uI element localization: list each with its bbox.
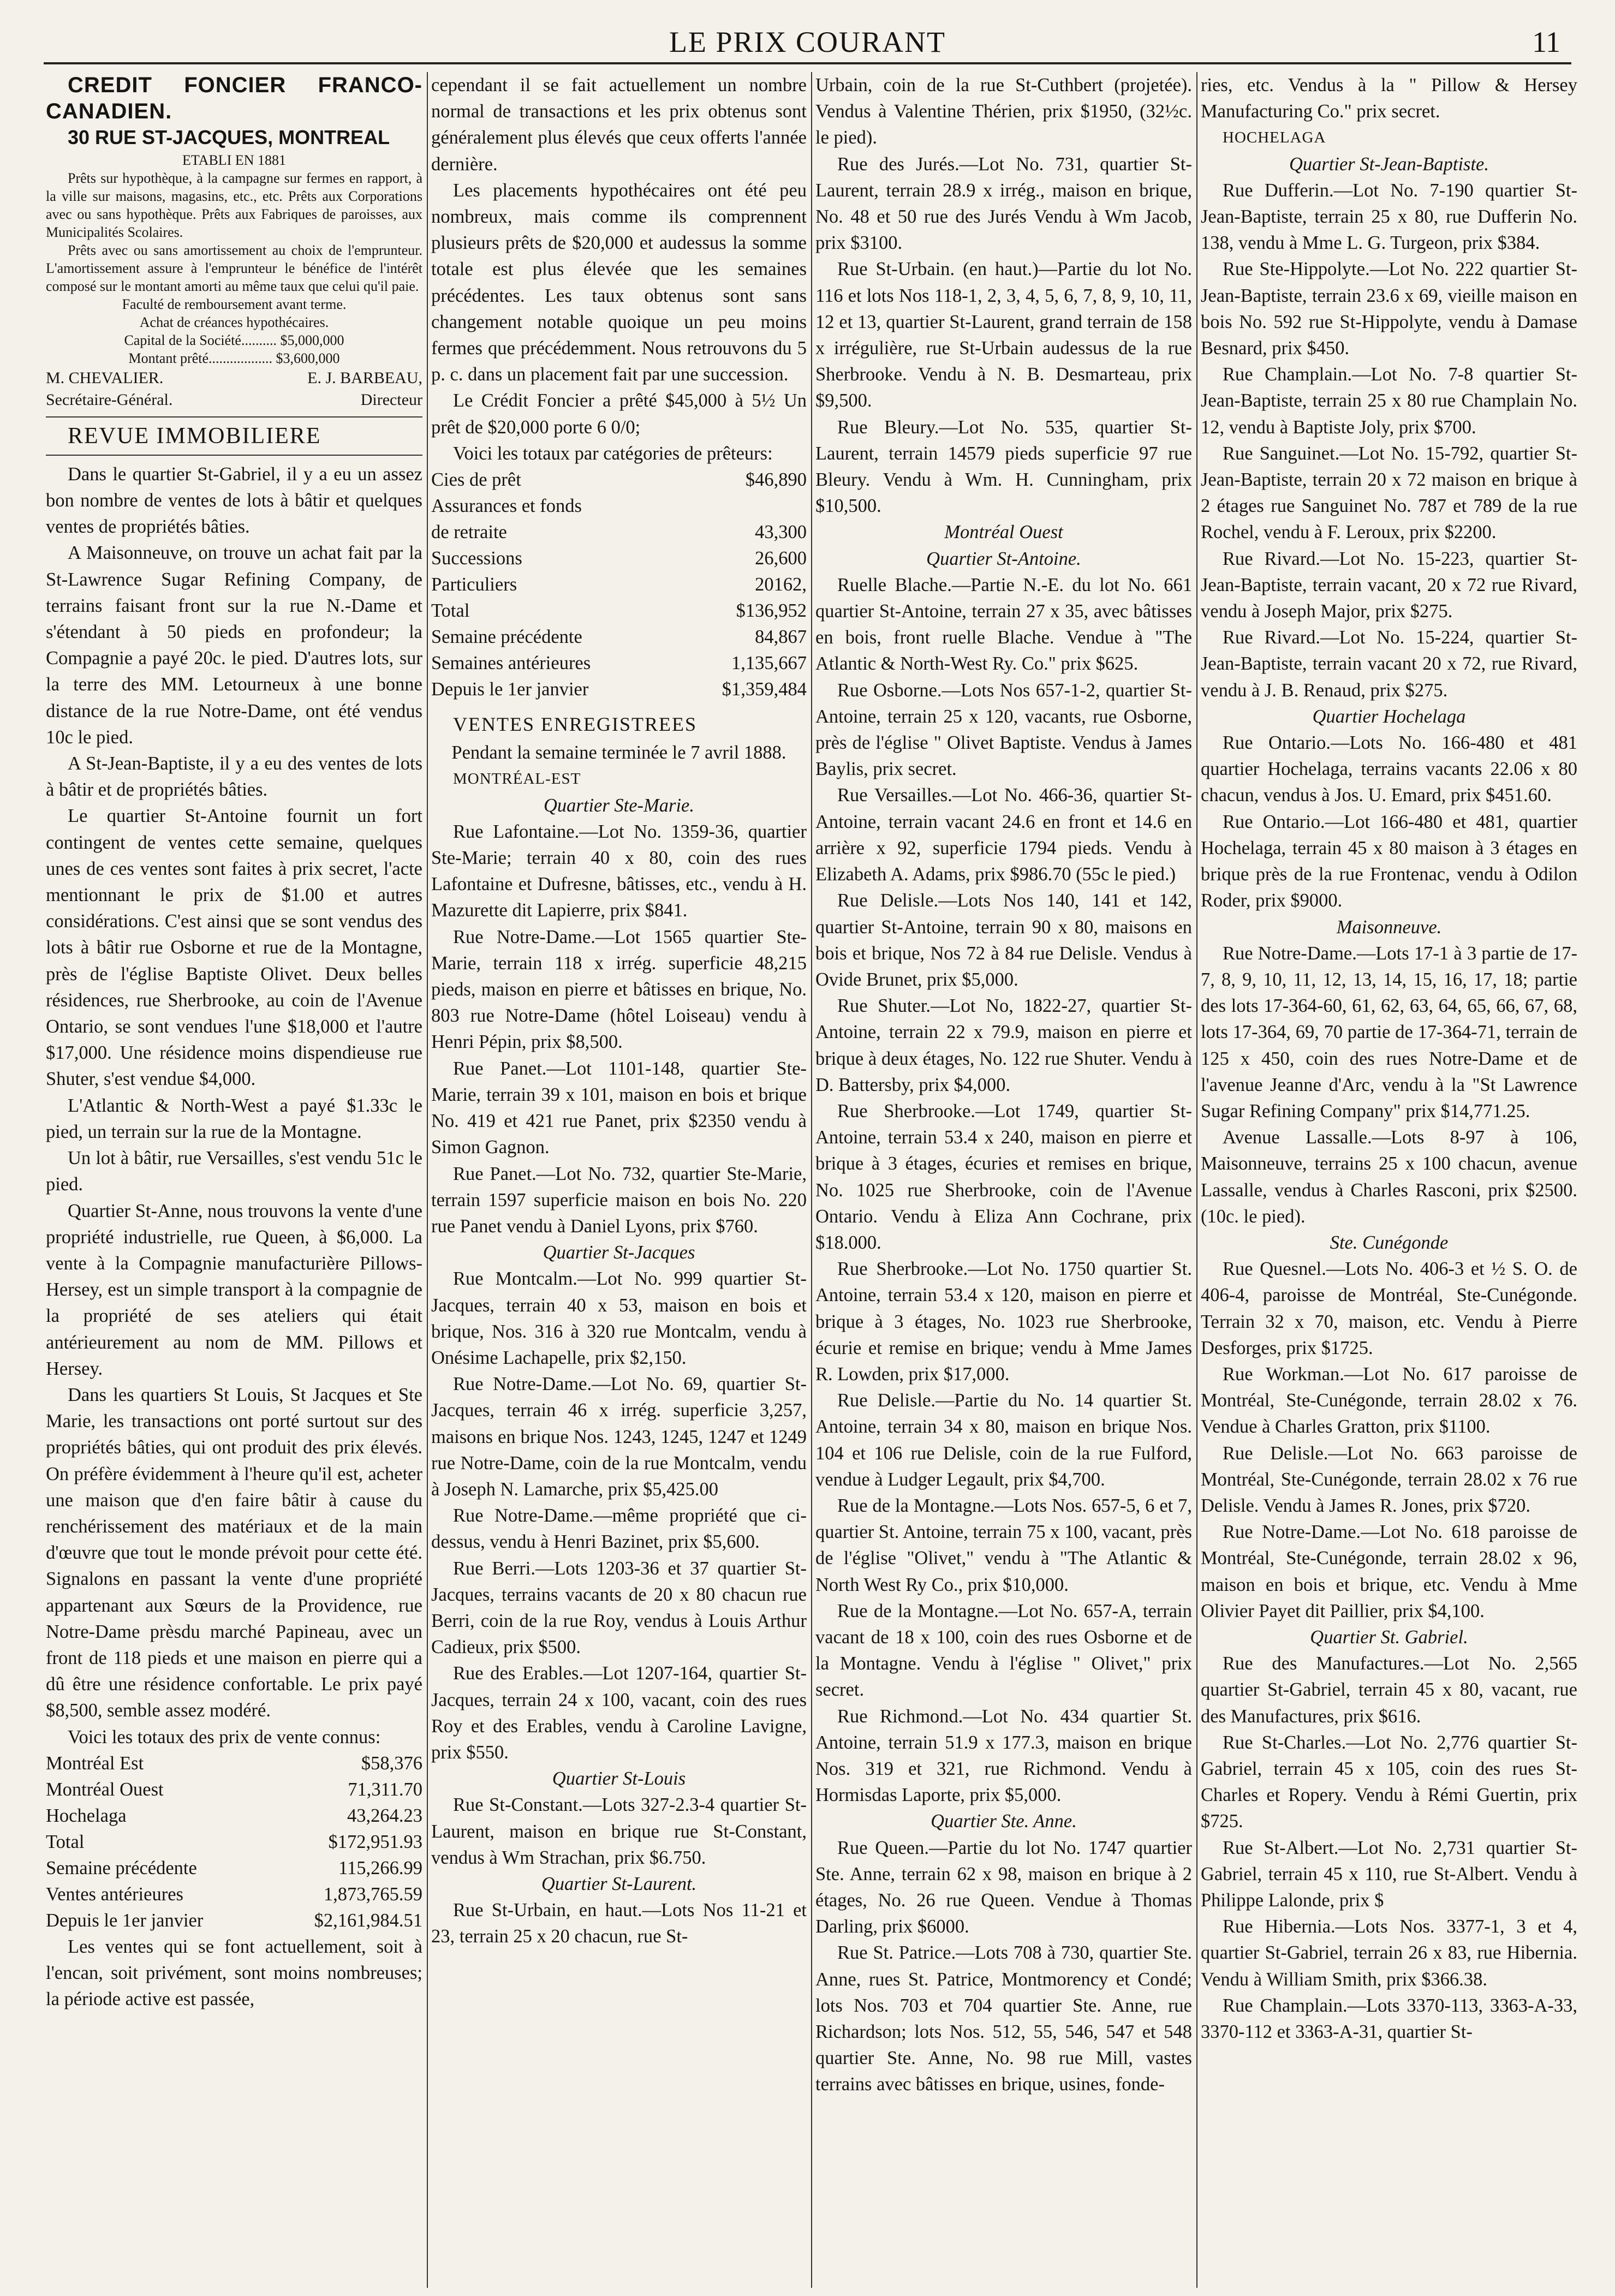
row-value: $1,359,484 (722, 679, 807, 700)
paragraph: Rue Notre-Dame.—Lot No. 618 paroisse de Montréal, Ste-Cunégonde, terrain 28.02 x 96, maison en bois et brique, etc. Vendu à Mme Olivier Payet dit Paillier, prix $4,100. (1201, 1522, 1577, 1621)
quarter-heading: Quartier St-Laurent. (541, 1873, 697, 1894)
ventes-intro: Pendant la semaine terminée le 7 avril 1888. (451, 742, 786, 764)
ventes-title: VENTES ENREGISTREES (453, 713, 697, 736)
sales-list (1201, 730, 1577, 914)
paragraph: Rue Hibernia.—Lots Nos. 3377-1, 3 et 4, quartier St-Gabriel, terrain 26 x 83, rue Hibernia. Vendu à William Smith, prix $366.38. (1201, 1916, 1577, 1990)
separator (46, 455, 422, 456)
row-value: 1,135,667 (731, 653, 807, 674)
ad-line: Faculté de remboursement avant terme. (122, 296, 347, 312)
paragraph: Rue Versailles.—Lot No. 466-36, quartier St-Antoine, terrain vacant 24.6 en front et 14.6 en arrière x 92, superficie 1794 pieds. Vendu à Elizabeth A. Adams, prix $986.70 (55c le pied.) (815, 785, 1192, 885)
paragraph: Rue des Jurés.—Lot No. 731, quartier St-Laurent, terrain 28.9 x irrég., maison en brique, No. 48 et 50 rue des Jurés Vendu à Wm Jacob, prix $3100. (815, 153, 1192, 254)
sales-list (431, 1266, 807, 1766)
ad-title: CREDIT FONCIER FRANCO-CANADIEN. (46, 73, 422, 124)
district-heading: HOCHELAGA (1223, 129, 1326, 147)
officer-1-title: Secrétaire-Général. (46, 390, 173, 409)
paragraph: Rue de la Montagne.—Lots Nos. 657-5, 6 et 7, quartier St. Antoine, terrain 75 x 100, vacant, près de l'église "Olivet," vendu à "The Atlantic & North West Ry Co., prix $10,000. (815, 1495, 1192, 1595)
paragraph: Rue St-Charles.—Lot No. 2,776 quartier St-Gabriel, terrain 45 x 105, coin des rues St-Charles et Ropery. Vendu à Rémi Guertin, prix $725. (1201, 1732, 1577, 1832)
paragraph: A Maisonneuve, on trouve un achat fait par la St-Lawrence Sugar Refining Company, de terrains faisant front sur la rue N.-Dame et s'étendant à 50 pieds en profondeur; la Compagnie a payé 20c. le pied. D'autres lots, sur la terre des MM. Letourneux à une bonne distance de la rue Notre-Dame, ont été vendus 10c le pied. (46, 542, 422, 748)
total-row (431, 650, 807, 676)
officer-2-name: E. J. BARBEAU, (307, 368, 422, 387)
paragraph: Rue Rivard.—Lot No. 15-224, quartier St-Jean-Baptiste, terrain vacant 20 x 72, rue Rivard, vendu à J. B. Renaud, prix $275. (1201, 627, 1577, 701)
total-row (431, 598, 807, 624)
column-divider (427, 72, 428, 2288)
paragraph: Rue Champlain.—Lots 3370-113, 3363-A-33, 3370-112 et 3363-A-31, quartier St- (1201, 1995, 1577, 2043)
paragraph: Rue Ontario.—Lots No. 166-480 et 481 quartier Hochelaga, terrains vacants 22.06 x 80 chacun, vendus à Jos. U. Emard, prix $451.60. (1201, 732, 1577, 806)
ad-address: 30 RUE ST-JACQUES, MONTREAL (68, 126, 390, 149)
district-heading: Montréal Ouest (944, 522, 1063, 543)
total-row (46, 1855, 422, 1881)
row-value: $46,890 (745, 469, 807, 491)
paragraph: Rue Sherbrooke.—Lot No. 1750 quartier St. Antoine, terrain 53.4 x 120, maison en pierre et brique à 3 étages, No. 1023 rue Sherbrooke, écurie et remise en brique; vendu à Mme James R. Lowden, prix $17,000. (815, 1259, 1192, 1385)
paragraph: Rue Champlain.—Lot No. 7-8 quartier St-Jean-Baptiste, terrain 25 x 80 rue Champlain No. 12, vendu à Baptiste Joly, prix $700. (1201, 364, 1577, 438)
quarter-heading: Quartier St-Louis (552, 1768, 686, 1790)
row-label: Semaines antérieures (431, 653, 591, 674)
ad-body-2: Prêts avec ou sans amortissement au choix de l'emprunteur. L'amortissement assure à l'emprunteur le bénéfice de l'intérêt composé sur le montant amorti au même taux que celui qu'il paie. (46, 242, 422, 294)
section-title: REVUE IMMOBILIERE (68, 423, 321, 449)
paragraph: Rue Sherbrooke.—Lot 1749, quartier St-Antoine, terrain 53.4 x 240, maison en pierre et brique à 3 étages, écuries et remises en brique, No. 1025 rue Sherbrooke, coin de l'Avenue Ontario. Vendu à Eliza Ann Cochrane, prix $18.000. (815, 1100, 1192, 1253)
row-label: Montréal Ouest (46, 1779, 164, 1800)
row-label: Successions (431, 548, 522, 569)
paragraph: Rue Delisle.—Lots Nos 140, 141 et 142, quartier St-Antoine, terrain 90 x 80, maisons en bois et brique, Nos 72 à 84 rue Delisle. Vendus à Ovide Brunet, prix $5,000. (815, 890, 1192, 990)
row-label: Total (46, 1831, 85, 1852)
paragraph: Rue Queen.—Partie du lot No. 1747 quartier Ste. Anne, terrain 62 x 98, maison en brique à 2 étages, No. 26 rue Queen. Vendue à Thomas Darling, prix $6000. (815, 1837, 1192, 1937)
paragraph: Rue des Manufactures.—Lot No. 2,565 quartier St-Gabriel, terrain 45 x 80, vacant, rue des Manufactures, prix $616. (1201, 1653, 1577, 1727)
column-2 (431, 72, 807, 2288)
sales-list (1201, 940, 1577, 1230)
officer-2 (307, 367, 422, 411)
paragraph: Rue Sanguinet.—Lot No. 15-792, quartier St-Jean-Baptiste, terrain 20 x 72 maison en brique à 2 étages rue Sanguinet No. 787 et 789 de la rue Rochel, vendu à F. Leroux, prix $2200. (1201, 443, 1577, 543)
paragraph: Voici les totaux par catégories de prêteurs: (453, 443, 773, 464)
paragraph: Rue St-Urbain, en haut.—Lots Nos 11-21 et 23, terrain 25 x 20 chacun, rue St- (431, 1900, 807, 1947)
officer-1-name: M. CHEVALIER. (46, 368, 164, 387)
total-row (46, 1776, 422, 1803)
row-label: Ventes antérieures (46, 1883, 183, 1905)
paragraph: Ruelle Blache.—Partie N.-E. du lot No. 661 quartier St-Antoine, terrain 27 x 35, avec bâtisses en bois, front ruelle Blache. Vendue à "The Atlantic & North-West Ry. Co." prix $625. (815, 574, 1192, 675)
paragraph: Rue des Erables.—Lot 1207-164, quartier St-Jacques, terrain 24 x 100, vacant, coin des rues Roy et des Erables, vendu à Caroline Lavigne, prix $550. (431, 1663, 807, 1763)
ad-line: Capital de la Société.......... $5,000,000 (124, 332, 344, 348)
quarter-heading: Quartier St. Gabriel. (1310, 1626, 1468, 1648)
row-value: 20162, (755, 574, 807, 595)
paragraph: Un lot à bâtir, rue Versailles, s'est vendu 51c le pied. (46, 1148, 422, 1195)
paragraph: A St-Jean-Baptiste, il y a eu des ventes de lots à bâtir et de propriétés bâties. (46, 753, 422, 801)
row-label: Hochelaga (46, 1805, 127, 1826)
row-label: Depuis le 1er janvier (46, 1910, 204, 1931)
ad-line: Achat de créances hypothécaires. (139, 314, 329, 330)
quarter-heading: Quartier St-Jacques (543, 1242, 695, 1263)
quarter-heading: Ste. Cunégonde (1330, 1232, 1449, 1253)
row-value: 71,311.70 (348, 1779, 422, 1800)
paragraph: Rue Notre-Dame.—même propriété que ci-dessus, vendu à Henri Bazinet, prix $5,600. (431, 1505, 807, 1553)
total-row (46, 1907, 422, 1934)
row-value: 43,300 (755, 522, 807, 543)
row-label: Assurances et fonds (431, 496, 582, 517)
sales-list (815, 72, 1192, 519)
row-value: 115,266.99 (338, 1857, 422, 1878)
paragraph: Rue Panet.—Lot No. 732, quartier Ste-Marie, terrain 1597 superficie maison en bois No. 220 rue Panet vendu à Daniel Lyons, prix $760. (431, 1163, 807, 1237)
paragraph: Avenue Lassalle.—Lots 8-97 à 106, Maisonneuve, terrains 25 x 100 chacun, avenue Lassalle, vendus à Charles Rasconi, prix $2500. (10c. le pied). (1201, 1127, 1577, 1227)
paragraph: Rue St-Constant.—Lots 327-2.3-4 quartier St-Laurent, maison en brique rue St-Constant, vendus à Wm Strachan, prix $6.750. (431, 1794, 807, 1868)
quarter-heading: Quartier Ste. Anne. (931, 1811, 1077, 1832)
paragraph: Rue Quesnel.—Lots No. 406-3 et ½ S. O. de 406-4, paroisse de Montréal, Ste-Cunégonde. Terrain 32 x 70, maison, etc. Vendu à Pierre Desforges, prix $1725. (1201, 1259, 1577, 1358)
paragraph: Rue Dufferin.—Lot No. 7-190 quartier St-Jean-Baptiste, terrain 25 x 80, rue Dufferin No. 138, vendu à Mme L. G. Turgeon, prix $384. (1201, 180, 1577, 254)
row-value: $58,376 (361, 1752, 422, 1774)
quarter-heading: Maisonneuve. (1336, 916, 1442, 938)
sales-list (815, 572, 1192, 1809)
paragraph: Dans le quartier St-Gabriel, il y a eu un assez bon nombre de ventes de lots à bâtir et quelques ventes de propriétés bâties. (46, 463, 422, 538)
quarter-heading: Quartier St-Antoine. (926, 548, 1081, 569)
category-row (431, 467, 807, 493)
category-row (431, 571, 807, 598)
lender-totals-table (431, 598, 807, 702)
page-header (44, 22, 1571, 61)
quarter-heading: Quartier Hochelaga (1312, 706, 1466, 727)
paragraph: cependant il se fait actuellement un nombre normal de transactions et les prix obtenus sont généralement plus élevés que ceux offerts l'année dernière. (431, 75, 807, 175)
paragraph: Rue Lafontaine.—Lot No. 1359-36, quartier Ste-Marie; terrain 40 x 80, coin des rues Lafontaine et Dufresne, bâtisses, etc., vendu à H. Mazurette dit Lapierre, prix $841. (431, 821, 807, 921)
ad-established: ETABLI EN 1881 (182, 152, 286, 168)
ad-body: Prêts sur hypothèque, à la campagne sur fermes en rapport, à la ville sur maisons, magasins, etc., etc. Prêts aux Corporations avec ou sans hypothèque. Prêts aux Fabriques de paroisses, aux Municipalités Scolaires. (46, 170, 422, 240)
totals-table (46, 1750, 422, 1934)
ad-officers (46, 367, 422, 411)
row-value: 1,873,765.59 (323, 1883, 422, 1905)
officer-1 (46, 367, 172, 411)
sales-list (1201, 1650, 1577, 2045)
district-heading: MONTRÉAL-EST (453, 770, 581, 788)
credit-foncier-ad (46, 72, 422, 411)
paragraph: Rue Rivard.—Lot No. 15-223, quartier St-Jean-Baptiste, terrain vacant, 20 x 72 rue Rivard, vendu à Joseph Major, prix $275. (1201, 548, 1577, 622)
paragraph: Rue Delisle.—Lot No. 663 paroisse de Montréal, Ste-Cunégonde, terrain 28.02 x 76 rue Delisle. Vendu à James R. Jones, prix $720. (1201, 1442, 1577, 1516)
row-label: Semaine précédente (46, 1857, 197, 1878)
paragraph: Le quartier St-Antoine fournit un fort contingent de ventes cette semaine, quelques unes de ces ventes sont faites à prix secret, l'acte mentionnant le prix de $1.00 et autres considérations. C'est ainsi que se sont vendus des lots à bâtir rue Osborne et rue de la Montagne, près de l'église Baptiste Olivet. Deux belles résidences, rue Sherbrooke, au coin de l'Avenue Ontario, se sont vendues l'une $18,000 et l'autre $17,000. Une résidence moins dispendieuse rue Shuter, s'est vendue $4,000. (46, 806, 422, 1090)
sales-list (1201, 177, 1577, 703)
article-paragraphs (46, 461, 422, 1750)
article-paragraphs (431, 72, 807, 467)
paragraph: Voici les totaux des prix de vente connus: (68, 1726, 381, 1748)
sales-list (431, 1792, 807, 1871)
total-row (431, 624, 807, 650)
paragraph: Rue Panet.—Lot 1101-148, quartier Ste-Marie, terrain 39 x 101, maison en bois et brique No. 419 et 421 rue Panet, prix $2350 vendu à Simon Gagnon. (431, 1058, 807, 1158)
sales-list (1201, 72, 1577, 124)
paragraph: L'Atlantic & North-West a payé $1.33c le pied, un terrain sur la rue de la Montagne. (46, 1095, 422, 1142)
row-value: $172,951.93 (328, 1831, 422, 1852)
sales-list (431, 819, 807, 1239)
separator (46, 416, 422, 418)
sales-list (431, 1897, 807, 1949)
newspaper-title: LE PRIX COURANT (669, 26, 946, 58)
paragraph: Rue Notre-Dame.—Lot 1565 quartier Ste-Marie, terrain 118 x irrég. superficie 48,215 pieds, maison en pierre et bâtisses en brique, No. 803 rue Notre-Dame (hôtel Loiseau) vendu à Henri Pépin, prix $8,500. (431, 926, 807, 1053)
row-label: Total (431, 600, 470, 622)
column-3 (815, 72, 1192, 2288)
paragraph: ries, etc. Vendus à la " Pillow & Hersey Manufacturing Co." prix secret. (1201, 75, 1577, 122)
paragraph: Dans les quartiers St Louis, St Jacques et Ste Marie, les transactions ont porté surtout sur des propriétés bâties, qui ont produit des prix élevés. On préfère évidemment à l'heure qu'il est, acheter une maison que d'en faire bâtir à cause du renchérissement des matériaux et de la main d'œuvre que tout le monde prévoit pour cette été. Signalons en passant la vente d'une propriété appartenant aux Sœurs de la Providence, rue Notre-Dame prèsdu marché Papineau, avec un front de 118 pieds et une maison en pierre qui a dû être une résidence confortable. Le prix payé $8,500, semble assez modéré. (46, 1384, 422, 1721)
row-value: 43,264.23 (347, 1805, 422, 1826)
row-value: 26,600 (755, 548, 807, 569)
paragraph: Quartier St-Anne, nous trouvons la vente d'une propriété industrielle, rue Queen, à $6,000. La vente à la Compagnie manufacturière Pillows-Hersey, est un simple transport à la compagnie de la propriété de ses ateliers qui était antérieurement au nom de MM. Pillows et Hersey. (46, 1200, 422, 1379)
row-label: Semaine précédente (431, 627, 582, 648)
row-label: de retraite (431, 522, 507, 543)
category-row (431, 519, 807, 545)
sales-list (815, 1835, 1192, 2098)
paragraph: Rue Ontario.—Lot 166-480 et 481, quartier Hochelaga, terrain 45 x 80 maison à 3 étages en brique près de la rue Frontenac, vendu à Odilon Roder, prix $9000. (1201, 811, 1577, 911)
row-label: Montréal Est (46, 1752, 144, 1774)
quarter-heading: Quartier Ste-Marie. (544, 795, 694, 816)
row-value: $2,161,984.51 (314, 1910, 422, 1931)
paragraph: Rue Shuter.—Lot No, 1822-27, quartier St-Antoine, terrain 22 x 79.9, maison en pierre et brique à deux étages, No. 122 rue Shuter. Vendu à D. Battersby, prix $4,000. (815, 995, 1192, 1095)
paragraph: Rue Notre-Dame.—Lot No. 69, quartier St-Jacques, terrain 46 x irrég. superficie 3,257, maisons en brique Nos. 1243, 1245, 1247 et 1249 rue Notre-Dame, coin de la rue Montcalm, vendu à Joseph N. Lamarche, prix $5,425.00 (431, 1374, 807, 1500)
row-label: Cies de prêt (431, 469, 521, 491)
total-row (46, 1750, 422, 1776)
paragraph: Les placements hypothécaires ont été peu nombreux, mais comme ils comprennent plusieurs prêts de $20,000 et audessus la somme totale est plus élevée que les semaines précédentes. Les taux obtenus sont sans changement notable quoique un peu moins fermes que précédemment. Nous retrouvons du 5 p. c. dans un placement fait par une succession. (431, 180, 807, 385)
paragraph: Rue St. Patrice.—Lots 708 à 730, quartier Ste. Anne, rues St. Patrice, Montmorency et Condé; lots Nos. 703 et 704 quartier Ste. Anne, rue Richardson; lots Nos. 512, 55, 546, 547 et 548 quartier Ste. Anne, No. 98 rue Mill, vastes terrains avec bâtisses en brique, usines, fonde- (815, 1942, 1192, 2095)
total-row (431, 676, 807, 702)
row-value (698, 493, 807, 519)
total-row (46, 1829, 422, 1855)
paragraph: Rue de la Montagne.—Lot No. 657-A, terrain vacant de 18 x 100, coin des rues Osborne et de la Montagne. Vendu à l'église " Olivet," prix secret. (815, 1600, 1192, 1701)
row-value: 84,867 (755, 627, 807, 648)
paragraph: Rue Bleury.—Lot No. 535, quartier St-Laurent, terrain 14579 pieds superficie 97 rue Bleury. Vendu à Wm. H. Cunningham, prix $10,500. (815, 416, 1192, 517)
paragraph: Rue St-Urbain. (en haut.)—Partie du lot No. 116 et lots Nos 118-1, 2, 3, 4, 5, 6, 7, 8, 9, 10, 11, 12 et 13, quartier St-Laurent, grand terrain de 158 x irrégulière, rue St-Urbain audessus de la rue Sherbrooke. Vendu à N. B. Desmarteau, prix $9,500. (815, 259, 1192, 412)
officer-2-title: Directeur (360, 390, 422, 409)
closing-paragraph: Les ventes qui se font actuellement, soit à l'encan, soit privément, sont moins nombreuses; la période active est passée, (46, 1936, 422, 2010)
page-number: 11 (1532, 26, 1560, 58)
paragraph: Rue Osborne.—Lots Nos 657-1-2, quartier St-Antoine, terrain 25 x 120, vacants, rue Osborne, près de l'église " Olivet Baptiste. Vendus à James Baylis, prix secret. (815, 679, 1192, 780)
paragraph: Rue Delisle.—Partie du No. 14 quartier St. Antoine, terrain 34 x 80, maison en brique Nos. 104 et 106 rue Delisle, coin de la rue Fulford, vendue à Ludger Legault, prix $4,700. (815, 1390, 1192, 1490)
column-divider (1196, 72, 1197, 2288)
total-row (46, 1803, 422, 1829)
category-row (431, 493, 807, 519)
row-value: $136,952 (736, 600, 807, 622)
column-divider (811, 72, 812, 2288)
paragraph: Le Crédit Foncier a prêté $45,000 à 5½ Un prêt de $20,000 porte 6 0/0; (431, 390, 807, 438)
column-4 (1201, 72, 1577, 2288)
paragraph: Rue Montcalm.—Lot No. 999 quartier St-Jacques, terrain 40 x 53, maison en bois et brique, Nos. 316 à 320 rue Montcalm, vendu à Onésime Lachapelle, prix $2,150. (431, 1268, 807, 1368)
header-rule (44, 62, 1571, 64)
category-row (431, 545, 807, 571)
ad-line: Montant prêté.................. $3,600,000 (128, 350, 340, 366)
paragraph: Rue Workman.—Lot No. 617 paroisse de Montréal, Ste-Cunégonde, terrain 28.02 x 76. Vendue à Charles Gratton, prix $1100. (1201, 1363, 1577, 1438)
column-1 (46, 72, 422, 2288)
row-label: Depuis le 1er janvier (431, 679, 589, 700)
sales-list (1201, 1256, 1577, 1624)
paragraph: Rue Richmond.—Lot No. 434 quartier St. Antoine, terrain 51.9 x 177.3, maison en brique Nos. 319 et 321, rue Richmond. Vendu à Hormisdas Laporte, prix $5,000. (815, 1705, 1192, 1806)
paragraph: Rue Ste-Hippolyte.—Lot No. 222 quartier St-Jean-Baptiste, terrain 23.6 x 69, vieille maison en bois No. 592 rue St-Hippolyte, vendu à Damase Besnard, prix $450. (1201, 259, 1577, 359)
total-row (46, 1881, 422, 1907)
row-label: Particuliers (431, 574, 517, 595)
lender-categories-table (431, 467, 807, 598)
quarter-heading: Quartier St-Jean-Baptiste. (1289, 153, 1489, 175)
paragraph: Rue St-Albert.—Lot No. 2,731 quartier St-Gabriel, terrain 45 x 110, rue St-Albert. Vendu à Philippe Lalonde, prix $ (1201, 1837, 1577, 1911)
paragraph: Urbain, coin de la rue St-Cuthbert (projetée). Vendus à Valentine Thérien, prix $1950, (32½c. le pied). (815, 75, 1192, 148)
paragraph: Rue Notre-Dame.—Lots 17-1 à 3 partie de 17-7, 8, 9, 10, 11, 12, 13, 14, 15, 16, 17, 18; partie des lots 17-364-60, 61, 62, 63, 64, 65, 66, 67, 68, lots 17-364, 69, 70 partie de 17-364-71, terrain de 125 x 450, coin des rues Notre-Dame et de l'avenue Jeanne d'Arc, vendu à la "St Lawrence Sugar Refining Company" prix $14,771.25. (1201, 943, 1577, 1122)
paragraph: Rue Berri.—Lots 1203-36 et 37 quartier St-Jacques, terrains vacants de 20 x 80 chacun rue Berri, coin de la rue Roy, vendus à Louis Arthur Cadieux, prix $500. (431, 1558, 807, 1658)
